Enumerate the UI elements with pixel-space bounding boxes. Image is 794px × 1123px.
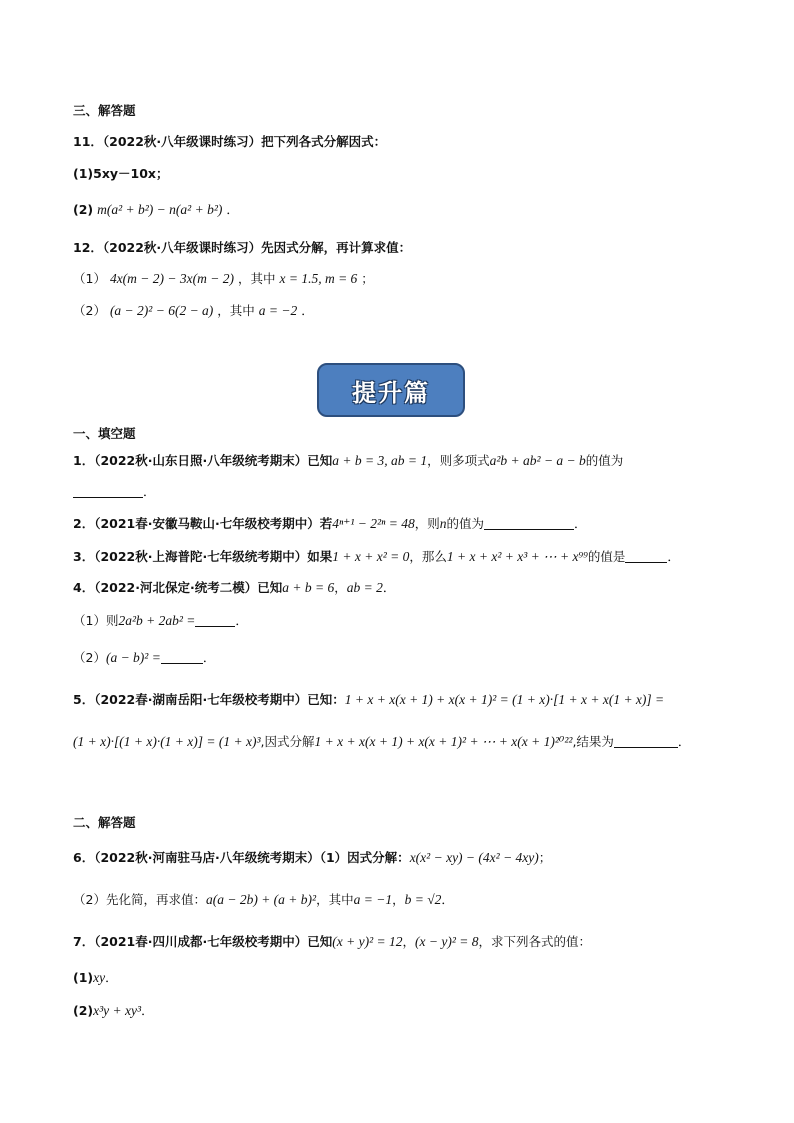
question-6-mid: ，其中 xyxy=(316,892,354,907)
question-12-part-2-mid: ，其中 xyxy=(217,303,255,318)
question-5-tail: ． xyxy=(677,734,691,749)
advanced-section-banner-title: 提升篇 xyxy=(352,377,430,407)
question-3-end: 的值是 xyxy=(587,549,626,564)
question-7-condition-2: (x − y)² = 8 xyxy=(415,934,479,949)
question-4-separator: ， xyxy=(334,580,347,595)
question-5-stem xyxy=(73,692,664,708)
question-11-part-1-text: (1)5xy－10x； xyxy=(73,166,169,181)
question-12-part-1-condition: x = 1.5, m = 6 xyxy=(279,271,358,286)
section-heading-answer-questions-2: 二、解答题 xyxy=(73,815,136,830)
question-3-answer-blank[interactable] xyxy=(625,549,667,563)
question-4-stem xyxy=(73,580,395,596)
question-5-text: 5．（2022春·湖南岳阳·七年级校考期中）已知： xyxy=(73,692,345,707)
section-heading-fill-in-blank: 一、填空题 xyxy=(73,426,136,441)
question-2-mid: ，则 xyxy=(414,516,440,531)
question-4-condition-1: a + b = 6 xyxy=(282,580,335,595)
question-2-text: 2．（2021春·安徽马鞍山·七年级校考期中）若 xyxy=(73,516,333,531)
question-7-text: 7．（2021春·四川成都·七年级校考期中）已知 xyxy=(73,934,333,949)
question-11-part-2 xyxy=(73,202,239,218)
question-5-end: ,结果为 xyxy=(572,734,614,749)
question-2-stem xyxy=(73,516,587,532)
question-7-condition-1: (x + y)² = 12 xyxy=(332,934,403,949)
question-4-text: 4．（2022·河北保定·统考二模）已知 xyxy=(73,580,283,595)
question-12-text: 12．（2022秋·八年级课时练习）先因式分解，再计算求值： xyxy=(73,240,412,255)
question-4-part-1-answer-blank[interactable] xyxy=(195,613,235,627)
question-5-continuation xyxy=(73,734,690,750)
question-7-part-1-tail: ． xyxy=(105,970,118,985)
question-11-part-2-label: (2) xyxy=(73,202,94,217)
question-12-part-2-condition: a = −2 xyxy=(258,303,298,318)
question-2-answer-blank[interactable] xyxy=(484,516,574,530)
question-12-part-2 xyxy=(73,303,314,319)
section-heading-answer-questions: 三、解答题 xyxy=(73,103,136,118)
question-4-part-2-label: （2） xyxy=(73,650,106,665)
question-12-part-2-label: （2） xyxy=(73,303,106,318)
question-6-part-2-label: （2）先化简，再求值： xyxy=(73,892,206,907)
advanced-section-banner xyxy=(317,363,465,417)
question-11-text: 11．（2022秋·八年级课时练习）把下列各式分解因式： xyxy=(73,134,387,149)
question-12-part-1-expression: 4x(m − 2) − 3x(m − 2) xyxy=(109,271,234,286)
question-4-condition-2: ab = 2 xyxy=(346,580,383,595)
question-1-answer-line xyxy=(73,484,156,500)
question-12-part-1-end: ； xyxy=(361,271,374,286)
question-11-part-2-end: ． xyxy=(226,202,239,217)
question-7-separator: ， xyxy=(402,934,416,949)
question-3-mid: ，那么 xyxy=(409,549,447,564)
question-7-part-2 xyxy=(73,1003,154,1019)
question-4-part-2-expression: (a − b)² = xyxy=(105,650,161,665)
question-12-part-2-end: ． xyxy=(301,303,314,318)
question-7-part-1-expression: xy xyxy=(93,970,106,985)
question-3-condition: 1 + x + x² = 0 xyxy=(332,549,410,564)
question-6-end-1: ； xyxy=(538,850,552,865)
question-5-expression-3: 1 + x + x(x + 1) + x(x + 1)² + ⋯ + x(x + 1)²⁰²² xyxy=(314,734,573,749)
question-4-part-1-expression: 2a²b + 2ab² = xyxy=(118,613,196,628)
question-7-stem xyxy=(73,934,591,950)
question-1-condition: a + b = 3, ab = 1 xyxy=(332,453,428,468)
question-4-part-2-tail: ． xyxy=(202,650,216,665)
question-3-stem xyxy=(73,549,680,565)
question-4-part-2 xyxy=(73,650,215,666)
question-1-tail: ． xyxy=(143,484,156,499)
question-1-expression: a²b + ab² − a − b xyxy=(489,453,586,468)
question-2-variable: n xyxy=(439,516,447,531)
question-1-mid: ，则多项式 xyxy=(427,453,490,468)
question-6-separator: ， xyxy=(392,892,405,907)
question-12-stem xyxy=(73,240,411,256)
question-7-end: ，求下列各式的值： xyxy=(478,934,592,949)
question-4-end: ． xyxy=(382,580,396,595)
question-7-part-2-expression: x³y + xy³ xyxy=(93,1003,142,1018)
question-6-part-2 xyxy=(73,892,454,908)
question-7-part-2-tail: ． xyxy=(141,1003,154,1018)
question-1-stem xyxy=(73,453,623,469)
question-6-text: 6．（2022秋·河南驻马店·八年级统考期末）（1）因式分解： xyxy=(73,850,410,865)
question-2-end: 的值为 xyxy=(446,516,484,531)
question-7-part-1 xyxy=(73,970,118,986)
question-12-part-1-mid: ，其中 xyxy=(237,271,276,286)
question-7-part-2-label: (2) xyxy=(73,1003,94,1018)
question-3-tail: ． xyxy=(667,549,680,564)
question-5-expression-1: 1 + x + x(x + 1) + x(x + 1)² = (1 + x)·[1 + x + x(1 + x)] = xyxy=(344,692,665,707)
question-7-part-1-label: (1) xyxy=(73,970,94,985)
question-3-expression: 1 + x + x² + x³ + ⋯ + x⁹⁹ xyxy=(446,549,588,564)
question-6-stem xyxy=(73,850,551,866)
question-12-part-1-label: （1） xyxy=(73,271,106,286)
question-1-end: 的值为 xyxy=(585,453,624,468)
question-4-part-2-answer-blank[interactable] xyxy=(161,650,203,664)
question-6-expression-2: a(a − 2b) + (a + b)² xyxy=(205,892,317,907)
question-11-part-2-expression: m(a² + b²) − n(a² + b²) xyxy=(97,202,223,217)
question-5-expression-2: (1 + x)·[(1 + x)·(1 + x)] = (1 + x)³ xyxy=(73,734,261,749)
question-1-answer-blank[interactable] xyxy=(73,484,143,498)
question-4-part-1 xyxy=(73,613,248,629)
question-12-part-1 xyxy=(73,271,374,287)
question-2-tail: ． xyxy=(573,516,587,531)
question-3-text: 3．（2022秋·上海普陀·七年级统考期中）如果 xyxy=(73,549,333,564)
question-12-part-2-expression: (a − 2)² − 6(2 − a) xyxy=(109,303,214,318)
question-2-expression: 4ⁿ⁺¹ − 2²ⁿ = 48 xyxy=(332,516,415,531)
question-6-expression-1: x(x² − xy) − (4x² − 4xy) xyxy=(409,850,539,865)
question-11-part-1 xyxy=(73,166,169,182)
question-1-text: 1．（2022秋·山东日照·八年级统考期末）已知 xyxy=(73,453,333,468)
question-11-stem xyxy=(73,134,386,150)
question-5-answer-blank[interactable] xyxy=(614,734,678,748)
question-6-end-2: ． xyxy=(441,892,454,907)
question-6-condition-2: b = √2 xyxy=(404,892,442,907)
question-4-part-1-tail: ． xyxy=(235,613,248,628)
question-6-condition-1: a = −1 xyxy=(353,892,393,907)
question-5-mid: ,因式分解 xyxy=(260,734,315,749)
question-4-part-1-label: （1）则 xyxy=(73,613,119,628)
